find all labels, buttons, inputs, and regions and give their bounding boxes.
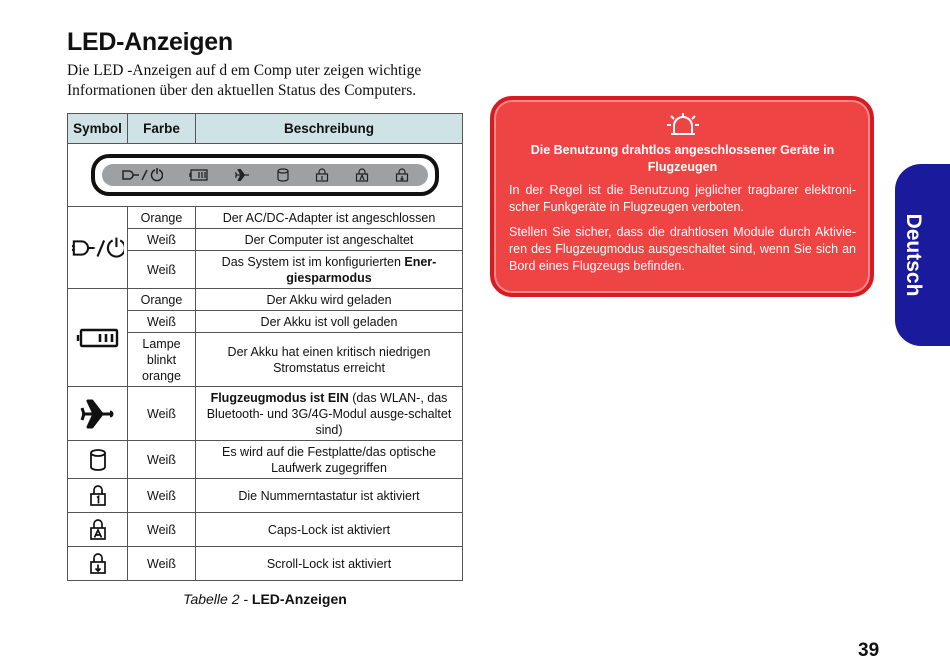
- table-row: [68, 311, 463, 333]
- table-row: [68, 479, 463, 513]
- farbe-cell: Weiß: [128, 547, 196, 581]
- caps-lock-icon: [89, 519, 107, 541]
- farbe-cell: Orange: [128, 207, 196, 229]
- beschreibung-cell: Der Akku hat einen kritisch niedrigen Stromstatus erreicht: [196, 333, 463, 387]
- table-row: [68, 441, 463, 479]
- warning-title: Die Benutzung drahtlos angeschlossener Geräte in Flugzeugen: [530, 143, 835, 174]
- scroll-lock-icon: [89, 553, 107, 575]
- beschreibung-cell: Die Nummerntastatur ist aktiviert: [196, 479, 463, 513]
- farbe-cell: Lampe blinkt orange: [128, 333, 196, 387]
- beschreibung-cell: Es wird auf die Festplatte/das optische Laufwerk zugegriffen: [196, 441, 463, 479]
- power-ac-icon: [121, 167, 163, 183]
- warning-paragraph-1: In der Regel ist die Benutzung jeglicher tragbarer elektroni-scher Funkgeräte in Flugzeugen verboten.: [509, 183, 856, 214]
- battery-icon: [189, 169, 209, 181]
- hard-drive-icon: [277, 168, 289, 182]
- farbe-cell: Weiß: [128, 251, 196, 289]
- intro-line-1: Die LED -Anzeigen auf d em Comp uter zeigen wichtige: [67, 62, 422, 79]
- page-title: LED-Anzeigen: [67, 28, 233, 56]
- table-row: [68, 229, 463, 251]
- caps-lock-icon: [355, 168, 369, 182]
- num-lock-icon: [315, 168, 329, 182]
- beschreibung-cell: Flugzeugmodus ist EIN (das WLAN-, das Bluetooth- und 3G/4G-Modul ausge-schaltet sind): [196, 387, 463, 441]
- beschreibung-cell: Der Computer ist angeschaltet: [196, 229, 463, 251]
- farbe-cell: Weiß: [128, 387, 196, 441]
- farbe-cell: Weiß: [128, 513, 196, 547]
- beschreibung-cell: Caps-Lock ist aktiviert: [196, 513, 463, 547]
- intro-line-2: Informationen über den aktuellen Status des Computers.: [67, 82, 417, 99]
- table-row: [68, 207, 463, 229]
- header-farbe: Farbe: [128, 114, 196, 144]
- page-number: 39: [858, 640, 880, 661]
- led-panel-row: [68, 144, 463, 207]
- power-ac-icon: [71, 235, 124, 261]
- table-header-row: [68, 114, 463, 144]
- num-lock-icon: [89, 485, 107, 507]
- language-tab-label: Deutsch: [902, 213, 925, 297]
- table-row: [68, 387, 463, 441]
- table-row: [68, 513, 463, 547]
- beschreibung-cell: Scroll-Lock ist aktiviert: [196, 547, 463, 581]
- beschreibung-cell: Der Akku wird geladen: [196, 289, 463, 311]
- header-symbol: Symbol: [68, 114, 128, 144]
- header-beschreibung: Beschreibung: [196, 114, 463, 144]
- airplane-icon: [235, 168, 251, 182]
- table-row: [68, 251, 463, 289]
- table-row: [68, 289, 463, 311]
- warning-box: [490, 96, 874, 297]
- farbe-cell: Weiß: [128, 229, 196, 251]
- farbe-cell: Orange: [128, 289, 196, 311]
- table-row: [68, 547, 463, 581]
- language-tab: [895, 164, 950, 346]
- alarm-bell-icon: [665, 110, 701, 138]
- table-row: [68, 333, 463, 387]
- scroll-lock-icon: [395, 168, 409, 182]
- beschreibung-cell: Das System ist im konfigurierten Ener-giesparmodus: [196, 251, 463, 289]
- farbe-cell: Weiß: [128, 479, 196, 513]
- farbe-cell: Weiß: [128, 311, 196, 333]
- led-table: [67, 113, 463, 581]
- led-panel-illustration: [91, 154, 439, 196]
- warning-paragraph-2: Stellen Sie sicher, dass die drahtlosen Module durch Aktivie-ren des Flugzeugmodus ausgeschaltet sind, wenn Sie sich an Bord eines Flugzeugs befinden.: [509, 225, 856, 273]
- airplane-icon: [80, 398, 116, 430]
- beschreibung-cell: Der AC/DC-Adapter ist angeschlossen: [196, 207, 463, 229]
- hard-drive-icon: [89, 448, 107, 472]
- battery-icon: [76, 327, 120, 349]
- farbe-cell: Weiß: [128, 441, 196, 479]
- intro-text: [67, 61, 467, 101]
- beschreibung-cell: Der Akku ist voll geladen: [196, 311, 463, 333]
- table-caption: Tabelle 2 - LED-Anzeigen: [183, 591, 347, 607]
